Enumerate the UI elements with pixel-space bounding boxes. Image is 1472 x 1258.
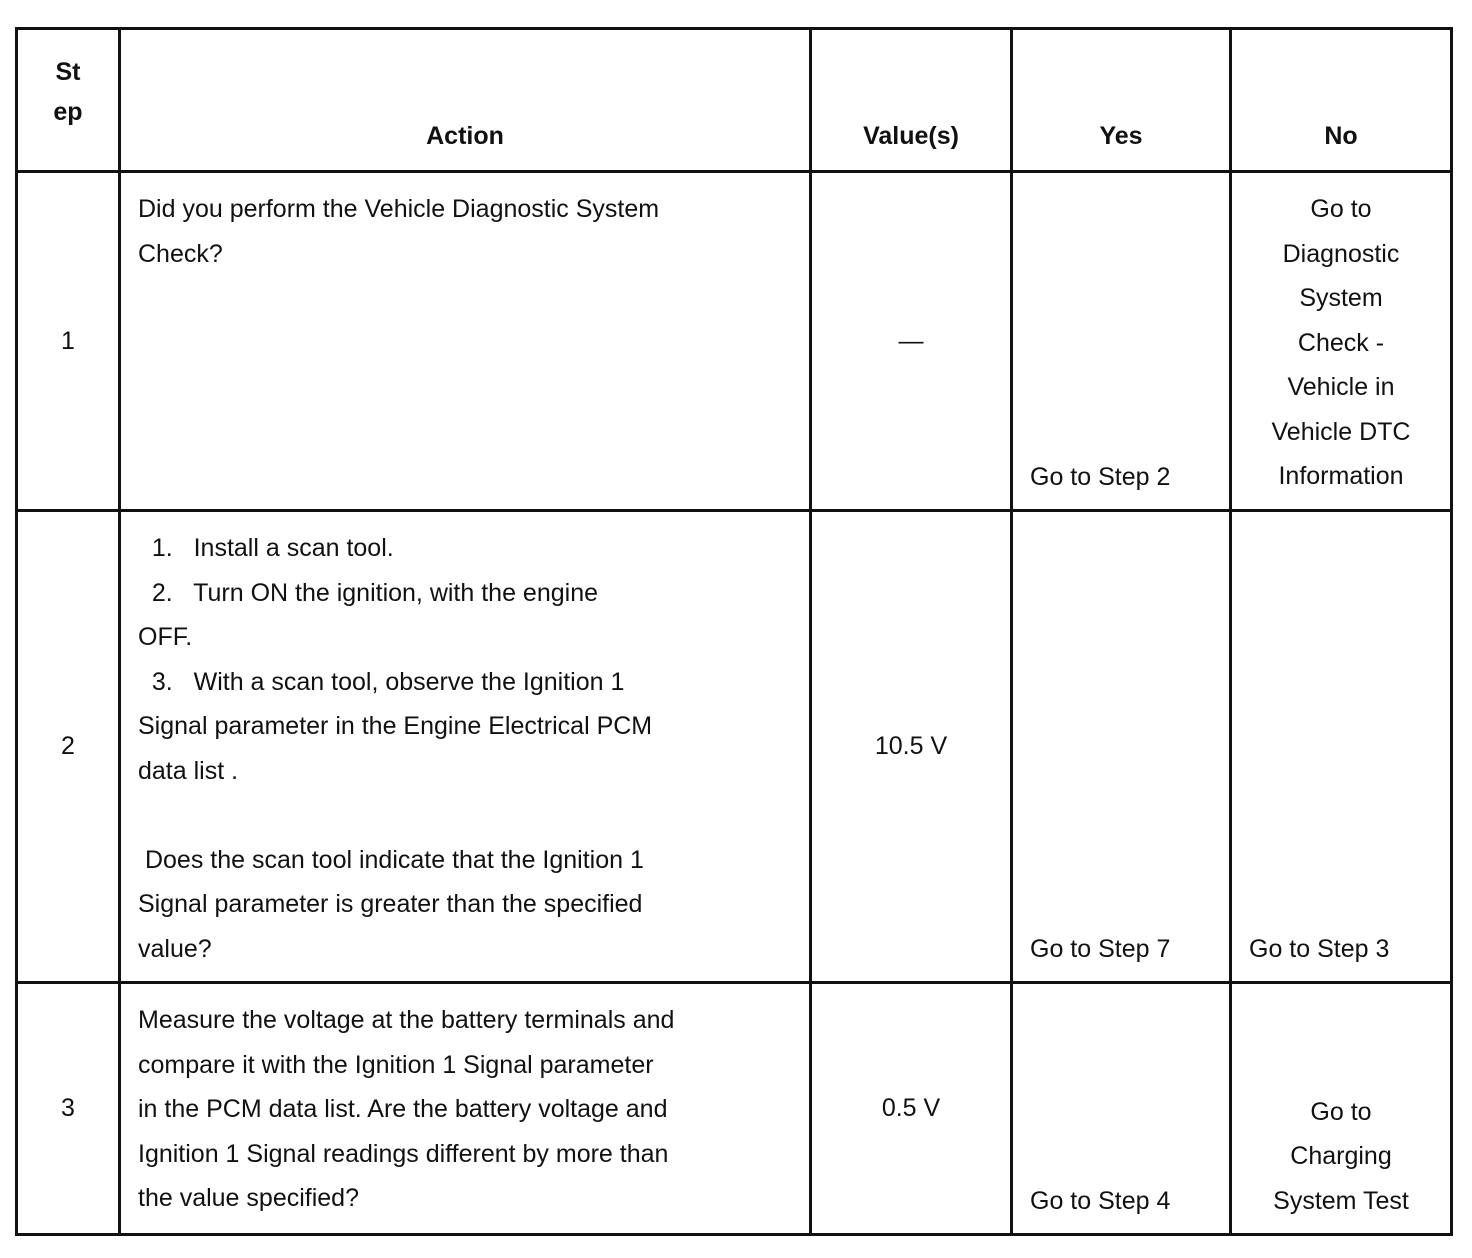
diagnostic-table — [15, 27, 1453, 1236]
no-line: System Test — [1273, 1186, 1409, 1215]
action-line: Does the scan tool indicate that the Ignition 1 — [138, 845, 644, 874]
header-values: Value(s) — [811, 29, 1012, 172]
header-action: Action — [120, 29, 811, 172]
action-line: the value specified? — [138, 1184, 359, 1212]
header-yes: Yes — [1012, 29, 1231, 172]
action-line: Signal parameter in the Engine Electrical PCM — [138, 712, 653, 740]
no-cell — [1231, 172, 1452, 511]
action-line: Check? — [138, 239, 223, 268]
action-line — [138, 793, 789, 838]
action-line: compare it with the Ignition 1 Signal parameter — [138, 1050, 654, 1079]
action-line: value? — [138, 934, 212, 963]
no-line: Check - — [1297, 328, 1385, 357]
action-line: Signal parameter is greater than the specified — [138, 890, 643, 918]
no-line: Information — [1278, 462, 1404, 490]
no-line: Charging — [1290, 1142, 1392, 1170]
action-line: in the PCM data list. Are the battery voltage and — [138, 1095, 668, 1123]
no-line: Diagnostic — [1282, 239, 1400, 268]
no-line: System — [1299, 284, 1383, 312]
step-number: 1 — [17, 172, 120, 511]
header-step-line: ep — [53, 98, 83, 126]
value-cell: — — [811, 172, 1012, 511]
header-step-line: St — [55, 58, 81, 86]
action-line: 2. Turn ON the ignition, with the engine — [138, 578, 598, 607]
action-line: Did you perform the Vehicle Diagnostic System — [138, 195, 660, 223]
action-line: Ignition 1 Signal readings different by more than — [138, 1139, 669, 1168]
table-header-row — [17, 29, 1452, 172]
action-line: 3. With a scan tool, observe the Ignition 1 — [138, 667, 625, 696]
no-line: Vehicle in — [1287, 373, 1395, 401]
no-line: Go to — [1310, 1097, 1372, 1126]
header-no: No — [1231, 29, 1452, 172]
action-line: OFF. — [138, 623, 193, 651]
value-cell: 10.5 V — [811, 511, 1012, 983]
action-cell — [120, 172, 811, 511]
no-line: Go to — [1310, 195, 1372, 223]
action-cell — [120, 983, 811, 1235]
step-number: 3 — [17, 983, 120, 1235]
header-step — [17, 29, 120, 172]
table-row — [17, 172, 1452, 511]
value-cell: 0.5 V — [811, 983, 1012, 1235]
yes-cell: Go to Step 2 — [1012, 172, 1231, 511]
yes-cell: Go to Step 4 — [1012, 983, 1231, 1235]
action-line: data list . — [138, 756, 239, 785]
table-row — [17, 511, 1452, 983]
table-row — [17, 983, 1452, 1235]
step-number: 2 — [17, 511, 120, 983]
no-line: Vehicle DTC — [1271, 417, 1411, 446]
yes-cell: Go to Step 7 — [1012, 511, 1231, 983]
no-cell — [1231, 983, 1452, 1235]
no-cell: Go to Step 3 — [1231, 511, 1452, 983]
action-line: 1. Install a scan tool. — [138, 534, 394, 562]
action-cell — [120, 511, 811, 983]
action-line: Measure the voltage at the battery terminals and — [138, 1006, 675, 1034]
